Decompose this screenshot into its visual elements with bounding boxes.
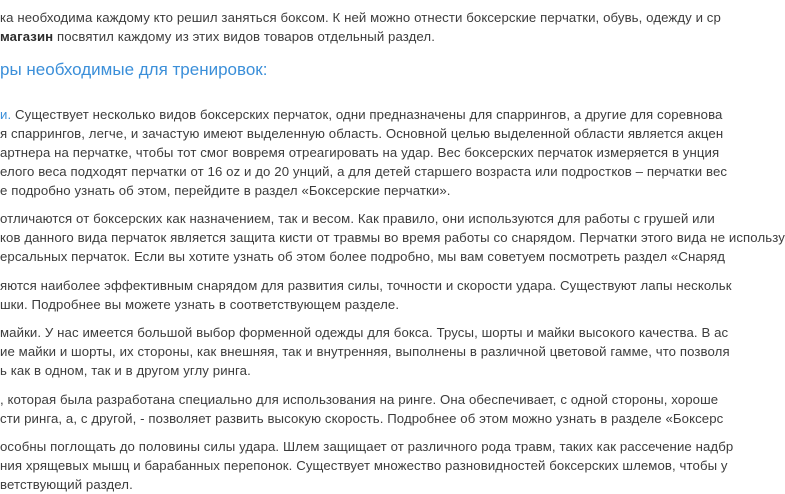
paragraph-bag-gloves-line-2: ков данного вида перчаток является защита кисти от травмы во время работы со снарядом. Перчатки этого вида не использу bbox=[0, 230, 785, 245]
paragraph-gloves-line-2: я спаррингов, легче, и зачастую имеют выделенную область. Основной целью выделенной области является акцен bbox=[0, 126, 724, 141]
paragraph-bag-gloves-line-3: ерсальных перчаток. Если вы хотите узнать об этом более подробно, мы вам советуем посмотреть раздел «Снаряд bbox=[0, 249, 726, 264]
intro-line-1: ка необходима каждому кто решил заняться боксом. К ней можно отнести боксерские перчатки, обувь, одежду и ср bbox=[0, 10, 721, 25]
paragraph-gloves-line-1: и. Существует несколько видов боксерских перчаток, одни предназначены для спаррингов, а другие для соревнова bbox=[0, 107, 723, 122]
paragraph-shoes-line-1: , которая была разработана специально для использования на ринге. Она обеспечивает, с одной стороны, хороше bbox=[0, 392, 719, 407]
paragraph-gloves-line-3: артнера на перчатке, чтобы тот смог вовремя отреагировать на удар. Вес боксерских перчаток измеряется в унция bbox=[0, 145, 720, 160]
paragraph-clothing-line-3: ь как в одном, так и в другом углу ринга. bbox=[0, 363, 251, 378]
paragraph-shoes-line-2: сти ринга, а, с другой, - позволяет развить высокую скорость. Подробнее об этом можно узнать в разделе «Боксерс bbox=[0, 411, 724, 426]
intro-line-2 bbox=[0, 27, 435, 46]
paragraph-bag-gloves-line-1: отличаются от боксерских как назначением, так и весом. Как правило, они используются для работы с грушей или bbox=[0, 211, 715, 226]
paragraph-clothing-line-1: майки. У нас имеется большой выбор форменной одежды для бокса. Трусы, шорты и майки высокого качества. В ас bbox=[0, 325, 729, 340]
paragraph-helmet-line-2: ния хрящевых мышц и барабанных перепонок. Существует множество разновидностей боксерских шлемов, чтобы у bbox=[0, 458, 728, 473]
paragraph-paws-line-1: яются наиболее эффективным снарядом для развития силы, точности и скорости удара. Существуют лапы нескольк bbox=[0, 278, 732, 293]
section-heading: ры необходимые для тренировок: bbox=[0, 60, 268, 79]
gloves-link[interactable]: и. bbox=[0, 107, 12, 122]
shop-link[interactable]: магазин bbox=[0, 29, 54, 44]
paragraph-helmet-line-1: особны поглощать до половины силы удара. Шлем защищает от различного рода травм, таких как рассечение надбр bbox=[0, 439, 734, 454]
paragraph-gloves-line-5: е подробно узнать об этом, перейдите в раздел «Боксерские перчатки». bbox=[0, 183, 451, 198]
intro-line-2-rest: посвятил каждому из этих видов товаров отдельный раздел. bbox=[57, 29, 435, 44]
paragraph-paws-line-2: шки. Подробнее вы можете узнать в соответствующем разделе. bbox=[0, 297, 400, 312]
paragraph-gloves-line-4: елого веса подходят перчатки от 16 oz и до 20 унций, а для детей старшего возраста или подростков – перчатки вес bbox=[0, 164, 728, 179]
paragraph-helmet-line-3: ветствующий раздел. bbox=[0, 477, 133, 492]
paragraph-clothing-line-2: ие майки и шорты, их стороны, как внешняя, так и внутренняя, выполнены в различной цветовой гамме, что позволя bbox=[0, 344, 730, 359]
